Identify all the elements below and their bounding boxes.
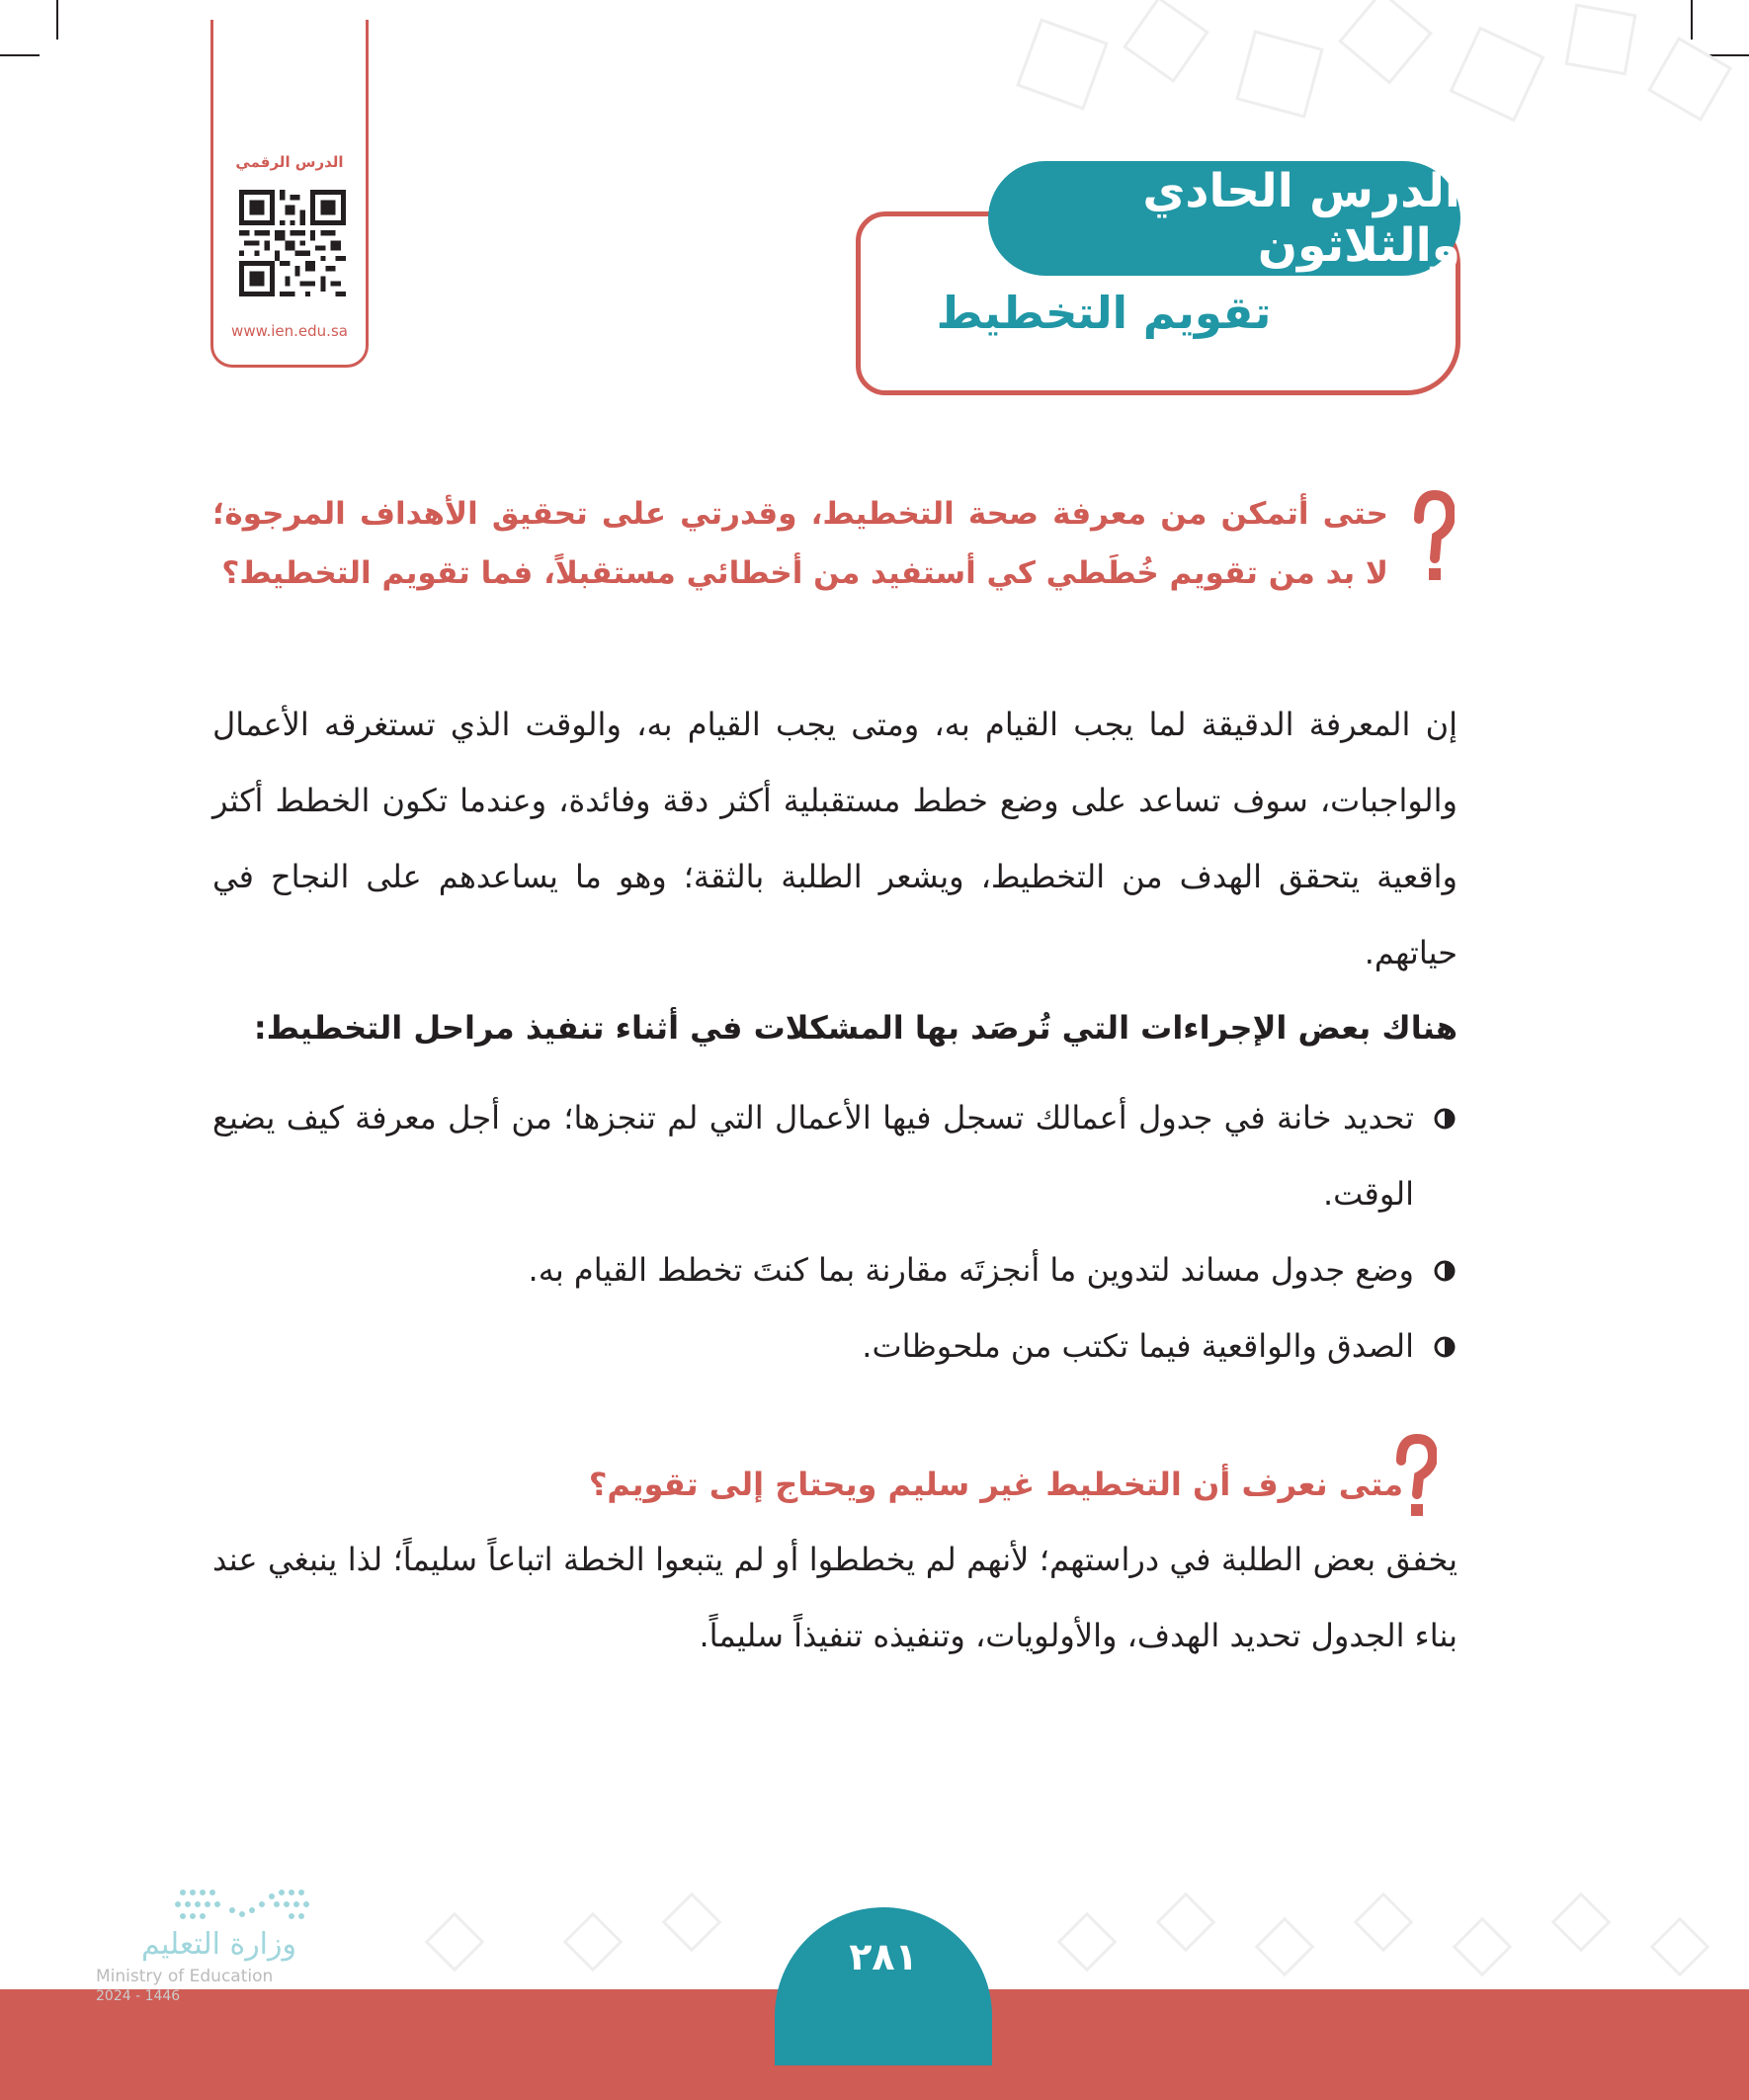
crop-mark <box>56 0 58 40</box>
digital-lesson-label: الدرس الرقمي <box>235 153 344 171</box>
evaluation-question: متى نعرف أن التخطيط غير سليم ويحتاج إلى تقويم؟ <box>588 1466 1403 1503</box>
website-url[interactable]: www.ien.edu.sa <box>231 322 348 340</box>
background-pattern-top <box>988 0 1749 178</box>
ministry-name-arabic: وزارة التعليم <box>140 1927 296 1962</box>
list-item <box>212 1080 1458 1232</box>
list-item <box>212 1232 1458 1308</box>
crop-mark <box>1709 54 1749 56</box>
lesson-number-banner <box>988 161 1460 276</box>
digital-lesson-card[interactable] <box>210 20 369 368</box>
qr-code-icon[interactable] <box>239 190 346 296</box>
procedures-lead: هناك بعض الإجراءات التي تُرصَد بها المشكلات في أثناء تنفيذ مراحل التخطيط: <box>253 1009 1458 1047</box>
question-mark-icon <box>1411 489 1455 588</box>
ministry-name-english: Ministry of Education <box>96 1967 274 1986</box>
list-item-text: تحديد خانة في جدول أعمالك تسجل فيها الأعمال التي لم تنجزها؛ من أجل معرفة كيف يضيع الوقت. <box>212 1099 1414 1213</box>
paragraph-importance-of-evaluation: إن المعرفة الدقيقة لما يجب القيام به، ومتى يجب القيام به، والوقت الذي تستغرقه الأعمال والواجبات، سوف تساعد على وضع خطط مستقبلية أكثر دقة وفائدة، وعندما تكون الخطط أكثر واقعية يتحقق الهدف من التخطيط، ويشعر الطلبة بالثقة؛ وهو ما يساعدهم على النجاح في حياتهم. <box>212 706 1458 971</box>
crop-mark <box>1691 0 1693 40</box>
bullet-icon <box>1434 1336 1456 1358</box>
lesson-title: تقويم التخطيط <box>936 287 1272 339</box>
background-pattern-bottom <box>375 1883 1749 1991</box>
page-number-badge <box>775 1907 992 2065</box>
list-item-text: الصدق والواقعية فيما تكتب من ملحوظات. <box>862 1327 1414 1365</box>
page-number: ٢٨١ <box>849 1935 918 1978</box>
list-item <box>212 1308 1458 1385</box>
bullet-icon <box>1434 1108 1456 1130</box>
crop-mark <box>0 54 40 56</box>
list-item-text: وضع جدول مساند لتدوين ما أنجزتَه مقارنة بما كنتَ تخطط القيام به. <box>528 1251 1414 1289</box>
edition-year: 2024 - 1446 <box>96 1988 181 2004</box>
lesson-number: الدرس الحادي والثلاثون <box>1142 164 1460 273</box>
procedures-list <box>212 1080 1458 1385</box>
intro-question: حتى أتمكن من معرفة صحة التخطيط، وقدرتي على تحقيق الأهداف المرجوة؛ لا بد من تقويم خُطَطي كي أستفيد من أخطائي مستقبلاً، فما تقويم التخطيط؟ <box>212 496 1388 591</box>
paragraph-failing-plans: يخفق بعض الطلبة في دراستهم؛ لأنهم لم يخططوا أو لم يتبعوا الخطة اتباعاً سليماً؛ لذا ينبغي عند بناء الجدول تحديد الهدف، والأولويات، وتنفيذه تنفيذاً سليماً. <box>212 1541 1458 1654</box>
bullet-icon <box>1434 1260 1456 1282</box>
